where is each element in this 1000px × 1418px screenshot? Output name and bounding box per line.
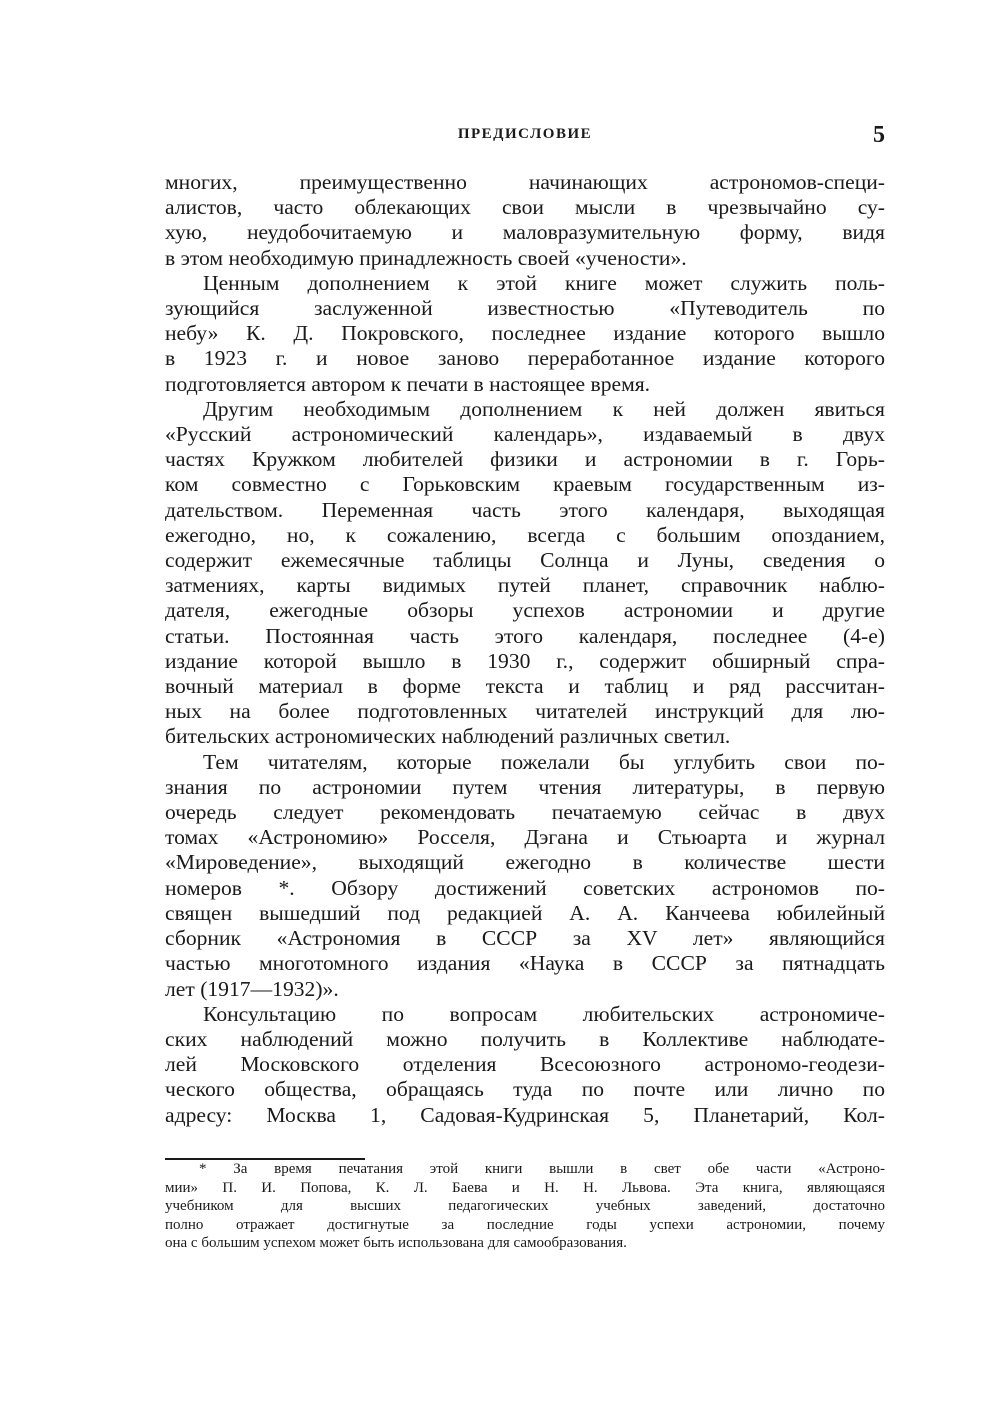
body-line: затмениях, карты видимых путей планет, справочник наблю- bbox=[165, 573, 885, 598]
footnote-line: мии» П. И. Попова, К. Л. Баева и Н. Н. Львова. Эта книга, являющаяся bbox=[165, 1179, 885, 1196]
body-line: издание которой вышло в 1930 г., содержит обширный спра- bbox=[165, 648, 885, 673]
body-line: сборник «Астрономия в СССР за XV лет» являющийся bbox=[165, 926, 885, 951]
body-line: ческого общества, обращаясь туда по почте или лично по bbox=[165, 1077, 885, 1102]
body-line: ком совместно с Горьковским краевым государственным из- bbox=[165, 472, 885, 497]
body-text bbox=[165, 170, 885, 1128]
body-line: содержит ежемесячные таблицы Солнца и Луны, сведения о bbox=[165, 548, 885, 573]
footnote-line: * За время печатания этой книги вышли в свет обе части «Астроно- bbox=[199, 1161, 885, 1177]
body-line: частях Кружком любителей физики и астрономии в г. Горь- bbox=[165, 447, 885, 472]
body-line: Консультацию по вопросам любительских астрономиче- bbox=[203, 1001, 885, 1026]
footnote-line: полно отражает достигнутые за последние годы успехи астрономии, почему bbox=[165, 1216, 885, 1233]
body-line: Другим необходимым дополнением к ней должен явиться bbox=[203, 396, 885, 421]
body-line: «Русский астрономический календарь», издаваемый в двух bbox=[165, 422, 885, 447]
body-line: алистов, часто облекающих свои мысли в чрезвычайно су- bbox=[165, 195, 885, 220]
body-line: ежегодно, но, к сожалению, всегда с большим опозданием, bbox=[165, 522, 885, 547]
body-line: знания по астрономии путем чтения литературы, в первую bbox=[165, 774, 885, 799]
body-line: томах «Астрономию» Росселя, Дэгана и Стьюарта и журнал bbox=[165, 825, 885, 850]
body-line: ских наблюдений можно получить в Коллективе наблюдате- bbox=[165, 1026, 885, 1051]
footnote-line: она с большим успехом может быть использована для самообразования. bbox=[165, 1235, 627, 1252]
body-line: лей Московского отделения Всесоюзного астрономо-геодези- bbox=[165, 1052, 885, 1077]
body-line: бительских астрономических наблюдений различных светил. bbox=[165, 724, 731, 749]
body-line: очередь следует рекомендовать печатаемую сейчас в двух bbox=[165, 800, 885, 825]
body-line: дателя, ежегодные обзоры успехов астрономии и другие bbox=[165, 598, 885, 623]
body-line: в 1923 г. и новое заново переработанное издание которого bbox=[165, 346, 885, 371]
body-line: статьи. Постоянная часть этого календаря, последнее (4-е) bbox=[165, 623, 885, 648]
body-line: Ценным дополнением к этой книге может служить поль- bbox=[203, 270, 885, 295]
body-line: в этом необходимую принадлежность своей «учености». bbox=[165, 245, 687, 270]
body-line: адресу: Москва 1, Садовая-Кудринская 5, Планетарий, Кол- bbox=[165, 1102, 885, 1127]
body-line: вочный материал в форме текста и таблиц и ряд рассчитан- bbox=[165, 674, 885, 699]
body-line: «Мироведение», выходящий ежегодно в количестве шести bbox=[165, 850, 885, 875]
body-line: подготовляется автором к печати в настоящее время. bbox=[165, 371, 651, 396]
page-number: 5 bbox=[873, 122, 885, 148]
body-line: ных на более подготовленных читателей инструкций для лю- bbox=[165, 699, 885, 724]
body-line: дательством. Переменная часть этого календаря, выходящая bbox=[165, 497, 885, 522]
body-line: священ вышедший под редакцией А. А. Канчеева юбилейный bbox=[165, 900, 885, 925]
body-line: зующийся заслуженной известностью «Путеводитель по bbox=[165, 296, 885, 321]
running-head bbox=[165, 122, 885, 152]
footnote-line: учебником для высших педагогических учебных заведений, достаточно bbox=[165, 1198, 885, 1215]
body-line: небу» К. Д. Покровского, последнее издание которого вышло bbox=[165, 321, 885, 346]
running-title: ПРЕДИСЛОВИЕ bbox=[457, 126, 593, 142]
body-line: хую, неудобочитаемую и маловразумительную форму, видя bbox=[165, 220, 885, 245]
body-line: многих, преимущественно начинающих астрономов-специ- bbox=[165, 170, 885, 194]
body-line: частью многотомного издания «Наука в СССР за пятнадцать bbox=[165, 951, 885, 976]
body-line: лет (1917—1932)». bbox=[165, 976, 339, 1001]
body-line: Тем читателям, которые пожелали бы углубить свои по- bbox=[203, 749, 885, 774]
body-line: номеров *. Обзору достижений советских астрономов по- bbox=[165, 875, 885, 900]
footnote bbox=[165, 1160, 885, 1253]
